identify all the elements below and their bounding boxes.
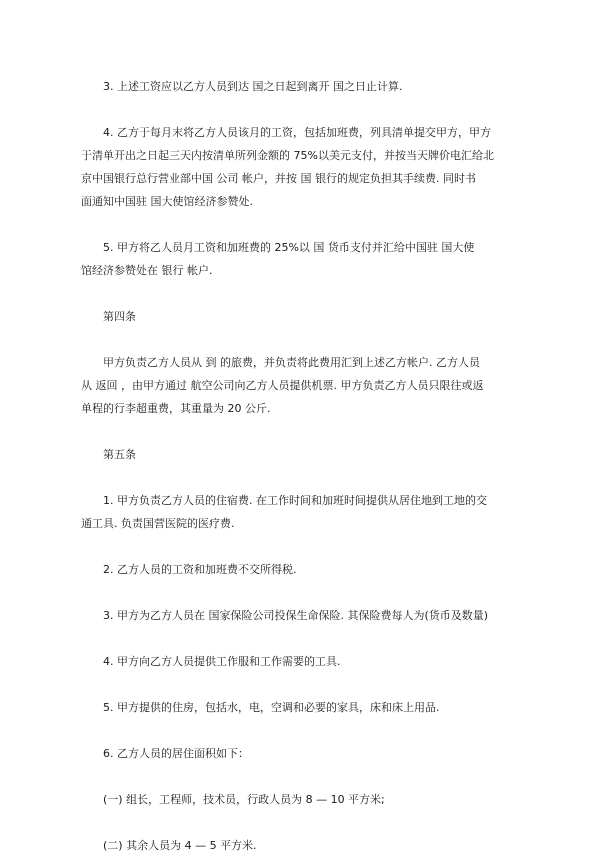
paragraph-4-monthly-payment	[81, 121, 527, 213]
section-heading: 第四条	[103, 310, 136, 323]
article-5-item-6-sub-1	[81, 788, 527, 811]
text-line: 4. 乙方于每月末将乙方人员该月的工资，包括加班费，列具清单提交甲方，甲方	[103, 126, 491, 139]
text-line: 京中国银行总行营业部中国 公司 帐户，并按 国 银行的规定负担其手续费. 同时书	[81, 172, 476, 185]
text-line: (二) 其余人员为 4 — 5 平方米.	[103, 839, 257, 852]
article-5-item-6-sub-2	[81, 834, 527, 857]
paragraph-3-wage-period	[81, 75, 527, 98]
text-line: 2. 乙方人员的工资和加班费不交所得税.	[103, 563, 297, 576]
paragraph-5-local-currency	[81, 236, 527, 282]
article-4-travel-expenses	[81, 351, 527, 420]
text-line: 馆经济参赞处在 银行 帐户.	[81, 264, 213, 277]
article-4-heading	[81, 305, 527, 328]
article-5-heading	[81, 443, 527, 466]
article-5-item-3	[81, 604, 527, 627]
text-line: 从 返回 ，由甲方通过 航空公司向乙方人员提供机票. 甲方负责乙方人员只限往或返	[81, 379, 484, 392]
article-5-item-4	[81, 650, 527, 673]
text-line: 3. 甲方为乙方人员在 国家保险公司投保生命保险. 其保险费每人为(货币及数量)	[103, 609, 489, 622]
text-line: (一) 组长，工程师，技术员，行政人员为 8 — 10 平方米;	[103, 793, 385, 806]
section-heading: 第五条	[103, 448, 136, 461]
text-line: 5. 甲方提供的住房，包括水，电，空调和必要的家具，床和床上用品.	[103, 701, 440, 714]
article-5-item-5	[81, 696, 527, 719]
text-line: 面通知中国驻 国大使馆经济参赞处.	[81, 195, 253, 208]
text-line: 4. 甲方向乙方人员提供工作服和工作需要的工具.	[103, 655, 341, 668]
text-line: 5. 甲方将乙人员月工资和加班费的 25%以 国 货币支付并汇给中国驻 国大使	[103, 241, 475, 254]
article-5-item-1	[81, 489, 527, 535]
text-line: 3. 上述工资应以乙方人员到达 国之日起到离开 国之日止计算.	[103, 80, 403, 93]
article-5-item-2	[81, 558, 527, 581]
text-line: 甲方负责乙方人员从 到 的旅费，并负责将此费用汇到上述乙方帐户. 乙方人员	[103, 356, 480, 369]
text-line: 通工具. 负责国营医院的医疗费.	[81, 517, 235, 530]
text-line: 单程的行李超重费，其重量为 20 公斤.	[81, 402, 271, 415]
text-line: 6. 乙方人员的居住面积如下：	[103, 747, 249, 760]
article-5-item-6	[81, 742, 527, 765]
text-line: 1. 甲方负责乙方人员的住宿费. 在工作时间和加班时间提供从居住地到工地的交	[103, 494, 487, 507]
text-line: 于清单开出之日起三天内按清单所列金额的 75%以美元支付，并按当天牌价电汇给北	[81, 149, 494, 162]
